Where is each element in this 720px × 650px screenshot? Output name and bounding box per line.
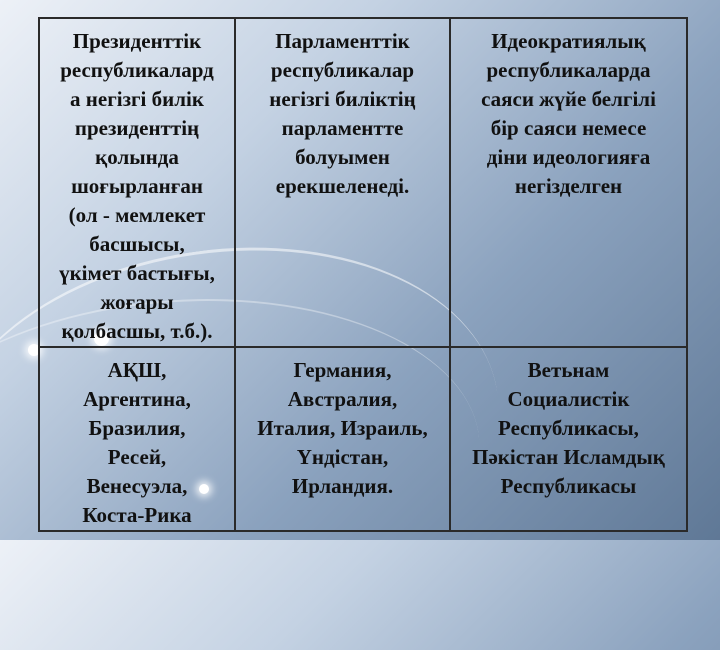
text-line: Австралия, <box>287 387 398 411</box>
text-line: болуымен <box>295 145 390 169</box>
text-line: басшысы, <box>89 232 185 256</box>
table-row-examples <box>39 347 687 531</box>
text-line: парламентте <box>281 116 404 140</box>
text-line: Ресей, <box>107 445 167 469</box>
text-line: Үндістан, <box>296 445 389 469</box>
republic-types-table <box>38 17 688 532</box>
text-line: ерекшеленеді. <box>275 174 410 198</box>
text-line: Республикасы <box>500 474 637 498</box>
text-line: саяси жүйе белгілі <box>481 87 656 111</box>
text-line: Идеократиялық <box>491 29 646 53</box>
text-line: Ветьнам <box>527 358 610 382</box>
text-line: Парламенттік <box>275 29 410 53</box>
text-line: президенттің <box>74 116 200 140</box>
text-line: бір саяси немесе <box>490 116 647 140</box>
cell-ideocratic-definition <box>450 18 687 347</box>
text-line: а негізгі билік <box>70 87 204 111</box>
text-line: Ирландия. <box>291 474 394 498</box>
cell-presidential-examples <box>39 347 235 531</box>
text-line: Республикасы, <box>498 416 639 440</box>
text-line: республикалар <box>270 58 415 82</box>
cell-presidential-definition <box>39 18 235 347</box>
cell-ideocratic-examples <box>450 347 687 531</box>
cell-parliamentary-examples <box>235 347 450 531</box>
text-line: республикалард <box>60 58 214 82</box>
text-line: шоғырланған <box>71 174 203 198</box>
decorative-glow-dot <box>199 484 209 494</box>
cell-parliamentary-definition <box>235 18 450 347</box>
text-line: үкімет бастығы, <box>59 261 215 285</box>
text-line: Венесуэла, <box>86 474 188 498</box>
text-line: Германия, <box>293 358 392 382</box>
text-line: Коста-Рика <box>82 503 192 527</box>
text-line: негізгі биліктің <box>269 87 416 111</box>
text-line: жоғары <box>100 290 174 314</box>
text-line: (ол - мемлекет <box>68 203 206 227</box>
text-line: АҚШ, <box>107 358 167 382</box>
text-line: негізделген <box>514 174 623 198</box>
text-line: қолында <box>95 145 179 169</box>
text-line: Бразилия, <box>88 416 186 440</box>
text-line: республикаларда <box>486 58 651 82</box>
text-line: Социалистік <box>507 387 630 411</box>
text-line: Пәкістан Исламдық <box>472 445 665 469</box>
table-row-definitions <box>39 18 687 347</box>
text-line: діни идеологияға <box>486 145 651 169</box>
text-line: Италия, Израиль, <box>257 416 428 440</box>
text-line: Президенттік <box>72 29 202 53</box>
text-line: Аргентина, <box>83 387 191 411</box>
text-line: қолбасшы, т.б.). <box>61 319 213 343</box>
